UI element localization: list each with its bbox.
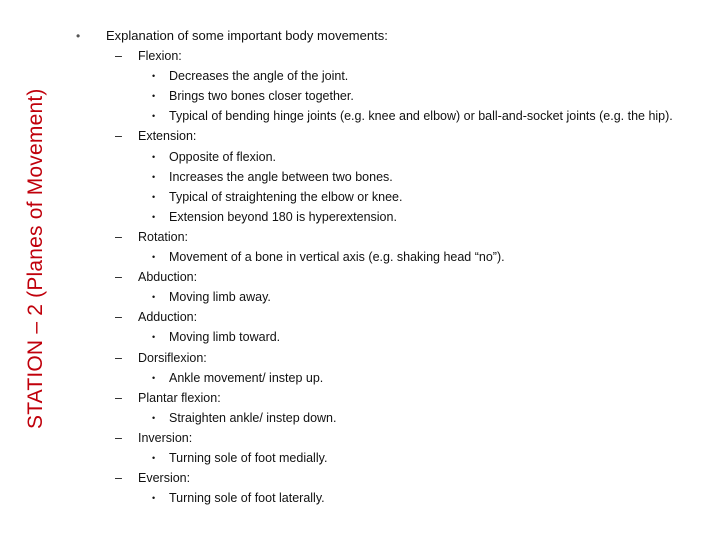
movement-detail-text: Increases the angle between two bones. (169, 169, 393, 184)
movement-term (73, 267, 713, 287)
movement-term-label: Rotation: (138, 229, 189, 244)
movement-term-label: Extension: (138, 129, 197, 144)
movement-term (73, 428, 713, 448)
movement-detail (73, 147, 713, 167)
movement-detail (73, 167, 713, 187)
movement-detail (73, 86, 713, 106)
sub-bullet-icon: • (152, 171, 156, 182)
movement-list (73, 26, 713, 508)
sub-bullet-icon: • (152, 372, 156, 383)
movement-detail (73, 287, 713, 307)
movement-detail-text: Moving limb toward. (169, 330, 281, 345)
sub-bullet-icon: • (152, 452, 156, 463)
movement-detail-text: Turning sole of foot laterally. (169, 491, 325, 506)
movement-term-label: Adduction: (138, 310, 198, 325)
movement-term-label: Abduction: (138, 270, 198, 285)
movement-term (73, 468, 713, 488)
movement-detail-text: Movement of a bone in vertical axis (e.g. shaking head “no”). (169, 250, 505, 265)
sub-bullet-icon: • (152, 111, 156, 122)
movement-detail-text: Opposite of flexion. (169, 149, 277, 164)
bullet-icon: • (76, 29, 81, 43)
movement-detail (73, 327, 713, 347)
heading-item (73, 26, 713, 46)
movement-detail (73, 106, 713, 126)
dash-icon: – (115, 310, 122, 325)
movement-term-label: Flexion: (138, 49, 182, 64)
sub-bullet-icon: • (152, 91, 156, 102)
movement-term (73, 388, 713, 408)
movement-term (73, 126, 713, 146)
movement-detail-text: Typical of straightening the elbow or knee. (169, 189, 403, 204)
sub-bullet-icon: • (152, 252, 156, 263)
dash-icon: – (115, 49, 122, 64)
movement-detail (73, 247, 713, 267)
movement-detail-text: Typical of bending hinge joints (e.g. knee and elbow) or ball-and-socket joints (e.g. the hip). (169, 109, 673, 124)
sub-bullet-icon: • (152, 151, 156, 162)
movement-term (73, 348, 713, 368)
movement-term-label: Eversion: (138, 471, 191, 486)
dash-icon: – (115, 270, 122, 285)
movement-term-label: Dorsiflexion: (138, 350, 207, 365)
movement-detail-text: Ankle movement/ instep up. (169, 370, 324, 385)
dash-icon: – (115, 350, 122, 365)
dash-icon: – (115, 430, 122, 445)
sub-bullet-icon: • (152, 211, 156, 222)
movement-detail (73, 66, 713, 86)
dash-icon: – (115, 229, 122, 244)
movement-detail (73, 368, 713, 388)
sub-bullet-icon: • (152, 292, 156, 303)
dash-icon: – (115, 390, 122, 405)
movement-detail-text: Straighten ankle/ instep down. (169, 410, 337, 425)
movement-detail (73, 488, 713, 508)
movement-term (73, 307, 713, 327)
movement-detail (73, 448, 713, 468)
sub-bullet-icon: • (152, 332, 156, 343)
sub-bullet-icon: • (152, 493, 156, 504)
movement-detail (73, 187, 713, 207)
sub-bullet-icon: • (152, 191, 156, 202)
movement-detail (73, 408, 713, 428)
movement-detail-text: Extension beyond 180 is hyperextension. (169, 209, 397, 224)
movement-term-label: Plantar flexion: (138, 390, 221, 405)
movement-detail-text: Brings two bones closer together. (169, 89, 354, 104)
movement-detail-text: Turning sole of foot medially. (169, 450, 328, 465)
sub-bullet-icon: • (152, 71, 156, 82)
dash-icon: – (115, 471, 122, 486)
movement-detail-text: Moving limb away. (169, 290, 271, 305)
sub-bullet-icon: • (152, 412, 156, 423)
dash-icon: – (115, 129, 122, 144)
heading-text: Explanation of some important body movements: (106, 28, 388, 43)
movement-groups (73, 46, 713, 508)
movement-detail-text: Decreases the angle of the joint. (169, 69, 349, 84)
movement-term-label: Inversion: (138, 430, 193, 445)
slide-title: STATION – 2 (Planes of Movement) (24, 88, 47, 430)
movement-term (73, 227, 713, 247)
movement-term (73, 46, 713, 66)
movement-detail (73, 207, 713, 227)
